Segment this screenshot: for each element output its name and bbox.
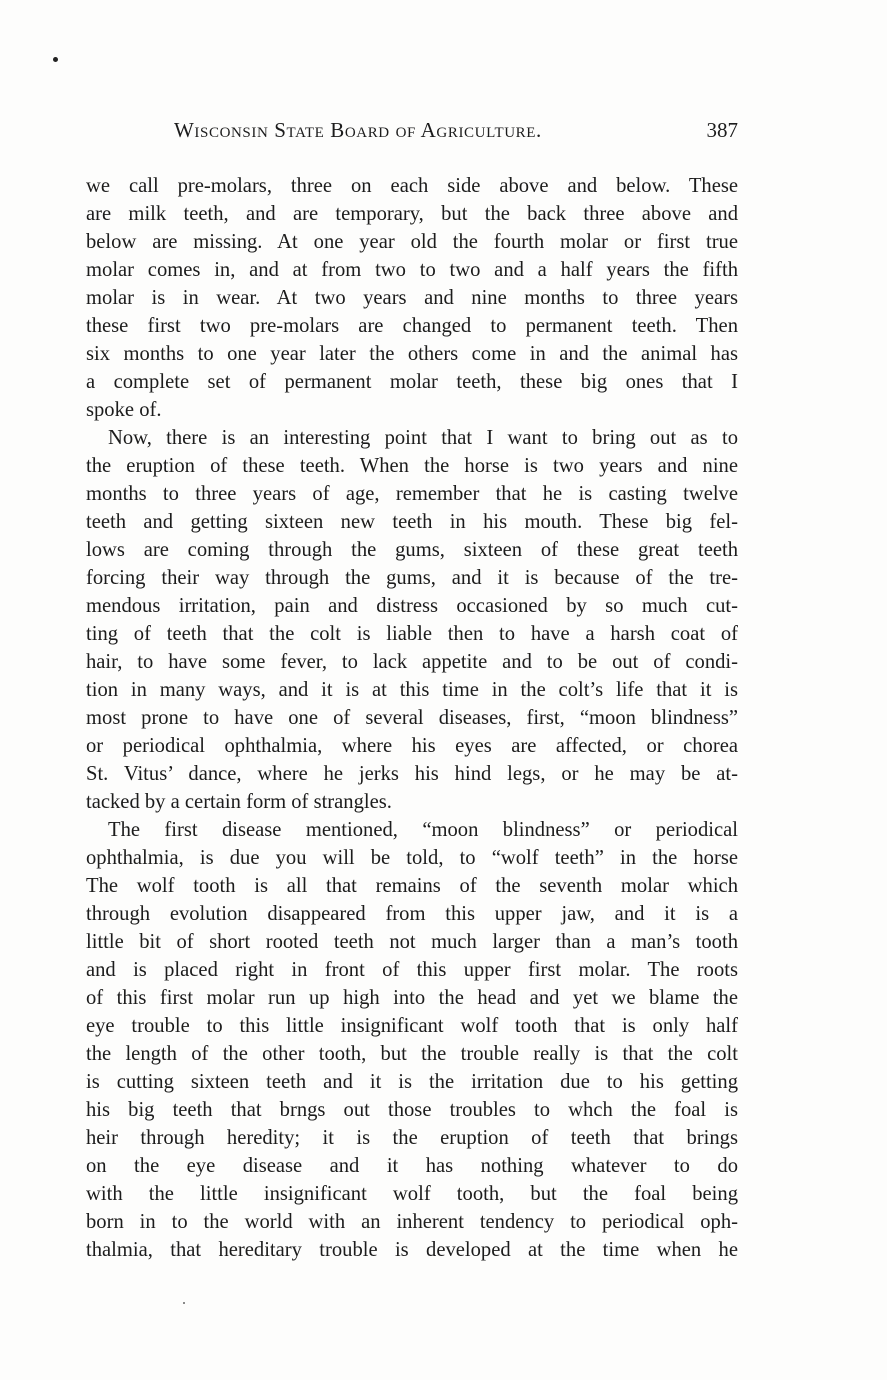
ink-speck [53,57,58,62]
text-line: months to three years of age, remember that he is casting twelve [86,483,738,505]
text-line: most prone to have one of several diseases, first, “moon blindness” [86,707,738,729]
text-line: through evolution disappeared from this upper jaw, and it is a [86,903,738,925]
text-line: St. Vitus’ dance, where he jerks his hind legs, or he may be at- [86,763,738,785]
text-line: the eruption of these teeth. When the horse is two years and nine [86,455,738,477]
body-text [86,172,738,1264]
text-line: The first disease mentioned, “moon blindness” or periodical [108,819,738,841]
text-line: eye trouble to this little insignificant wolf tooth that is only half [86,1015,738,1037]
text-line: the length of the other tooth, but the trouble really is that the colt [86,1043,738,1065]
text-line: hair, to have some fever, to lack appetite and to be out of condi- [86,651,738,673]
paragraph [86,172,738,424]
text-line: lows are coming through the gums, sixteen of these great teeth [86,539,738,561]
paragraph [86,424,738,816]
ink-speck [183,1302,185,1304]
text-line: mendous irritation, pain and distress occasioned by so much cut- [86,595,738,617]
text-line: or periodical ophthalmia, where his eyes are affected, or chorea [86,735,738,757]
text-line: tacked by a certain form of strangles. [86,791,392,813]
text-line: is cutting sixteen teeth and it is the irritation due to his getting [86,1071,738,1093]
text-line: forcing their way through the gums, and it is because of the tre- [86,567,738,589]
text-line: heir through heredity; it is the eruption of teeth that brings [86,1127,738,1149]
text-line: Now, there is an interesting point that I want to bring out as to [108,427,738,449]
text-line: are milk teeth, and are temporary, but the back three above and [86,203,738,225]
page-number: 387 [706,118,738,142]
text-line: below are missing. At one year old the fourth molar or first true [86,231,738,253]
text-line: on the eye disease and it has nothing whatever to do [86,1155,738,1177]
text-line: spoke of. [86,399,162,421]
text-line: born in to the world with an inherent tendency to periodical oph- [86,1211,738,1233]
text-line: these first two pre-molars are changed to permanent teeth. Then [86,315,738,337]
text-line: six months to one year later the others come in and the animal has [86,343,738,365]
page-header [86,118,738,152]
text-line: teeth and getting sixteen new teeth in his mouth. These big fel- [86,511,738,533]
text-line: we call pre-molars, three on each side above and below. These [86,175,738,197]
text-line: little bit of short rooted teeth not much larger than a man’s tooth [86,931,738,953]
text-line: ophthalmia, is due you will be told, to “wolf teeth” in the horse [86,847,738,869]
text-line: The wolf tooth is all that remains of the seventh molar which [86,875,738,897]
text-line: a complete set of permanent molar teeth, these big ones that I [86,371,738,393]
text-line: thalmia, that hereditary trouble is developed at the time when he [86,1239,738,1261]
text-line: with the little insignificant wolf tooth, but the foal being [86,1183,738,1205]
text-line: and is placed right in front of this upper first molar. The roots [86,959,738,981]
text-line: his big teeth that brngs out those troubles to whch the foal is [86,1099,738,1121]
text-line: molar comes in, and at from two to two and a half years the fifth [86,259,738,281]
text-line: tion in many ways, and it is at this time in the colt’s life that it is [86,679,738,701]
paragraph [86,816,738,1264]
text-line: molar is in wear. At two years and nine months to three years [86,287,738,309]
text-line: of this first molar run up high into the head and yet we blame the [86,987,738,1009]
text-line: ting of teeth that the colt is liable then to have a harsh coat of [86,623,738,645]
running-title: Wisconsin State Board of Agriculture. [174,118,542,142]
